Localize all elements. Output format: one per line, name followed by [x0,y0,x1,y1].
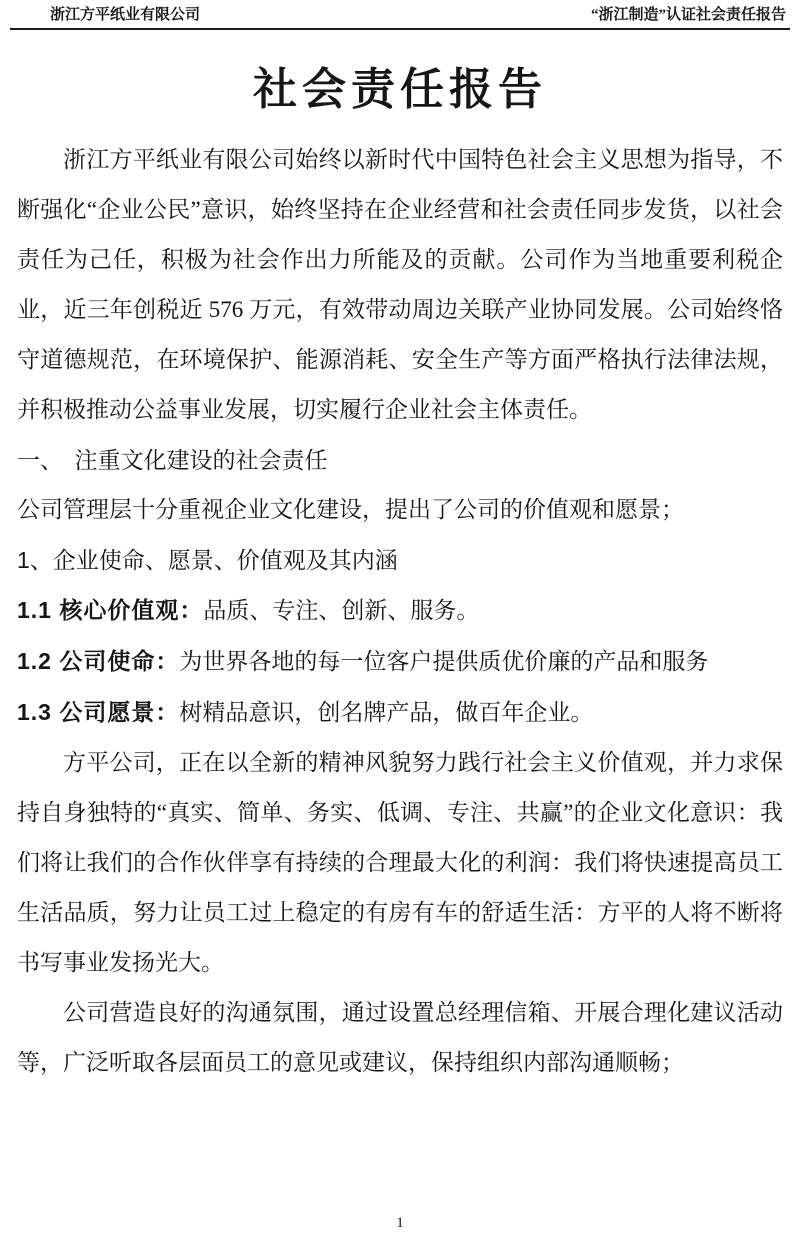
culture-intro-paragraph: 公司管理层十分重视企业文化建设，提出了公司的价值观和愿景； [17,497,684,522]
values-practice-paragraph: 方平公司，正在以全新的精神风貌努力践行社会主义价值观，并力求保持自身独特的“真实、简单、务实、低调、专注、共赢”的企业文化意识：我们将让我们的合作伙伴享有持续的合理最大化的利润：我们将快速提高员工生活品质，努力让员工过上稳定的有房有车的舒适生活：方平的人将不断将书写事业发扬光大。 [17,750,783,975]
page-footer [0,1214,800,1232]
core-values-text: 品质、专注、创新、服务。 [203,598,480,623]
company-mission-text: 为世界各地的每一位客户提供质优价廉的产品和服务 [179,649,709,674]
page-title: 社会责任报告 [253,65,547,114]
header-company-name: 浙江方平纸业有限公司 [50,7,201,23]
subsection-1-heading: 1、企业使命、愿景、价值观及其内涵 [17,547,398,573]
core-values-label: 1.1 核心价值观： [17,597,204,623]
page-header [10,0,790,30]
company-mission-item [17,636,783,687]
core-values-item [17,585,783,636]
document-body [0,58,800,1088]
communication-paragraph: 公司营造良好的沟通氛围，通过设置总经理信箱、开展合理化建议活动等，广泛听取各层面员工的意见或建议，保持组织内部沟通顺畅； [17,1000,783,1075]
section-1-heading: 一、 注重文化建设的社会责任 [17,447,328,473]
intro-paragraph: 浙江方平纸业有限公司始终以新时代中国特色社会主义思想为指导，不断强化“企业公民”意识，始终坚持在企业经营和社会责任同步发货，以社会责任为己任，积极为社会作出力所能及的贡献。公司作为当地重要利税企业，近三年创税近 576 万元，有效带动周边关联产业协同发展。公司始终恪守道德规范，在环境保护、能源消耗、安全生产等方面严格执行法律法规，并积极推动公益事业发展，切实履行企业社会主体责任。 [17,147,783,422]
page-number: 1 [396,1215,404,1231]
company-mission-label: 1.2 公司使命： [17,648,180,674]
header-report-name: “浙江制造”认证社会责任报告 [590,7,786,23]
company-vision-item [17,687,783,738]
company-vision-label: 1.3 公司愿景： [17,699,180,725]
company-vision-text: 树精品意识，创名牌产品，做百年企业。 [179,700,594,725]
